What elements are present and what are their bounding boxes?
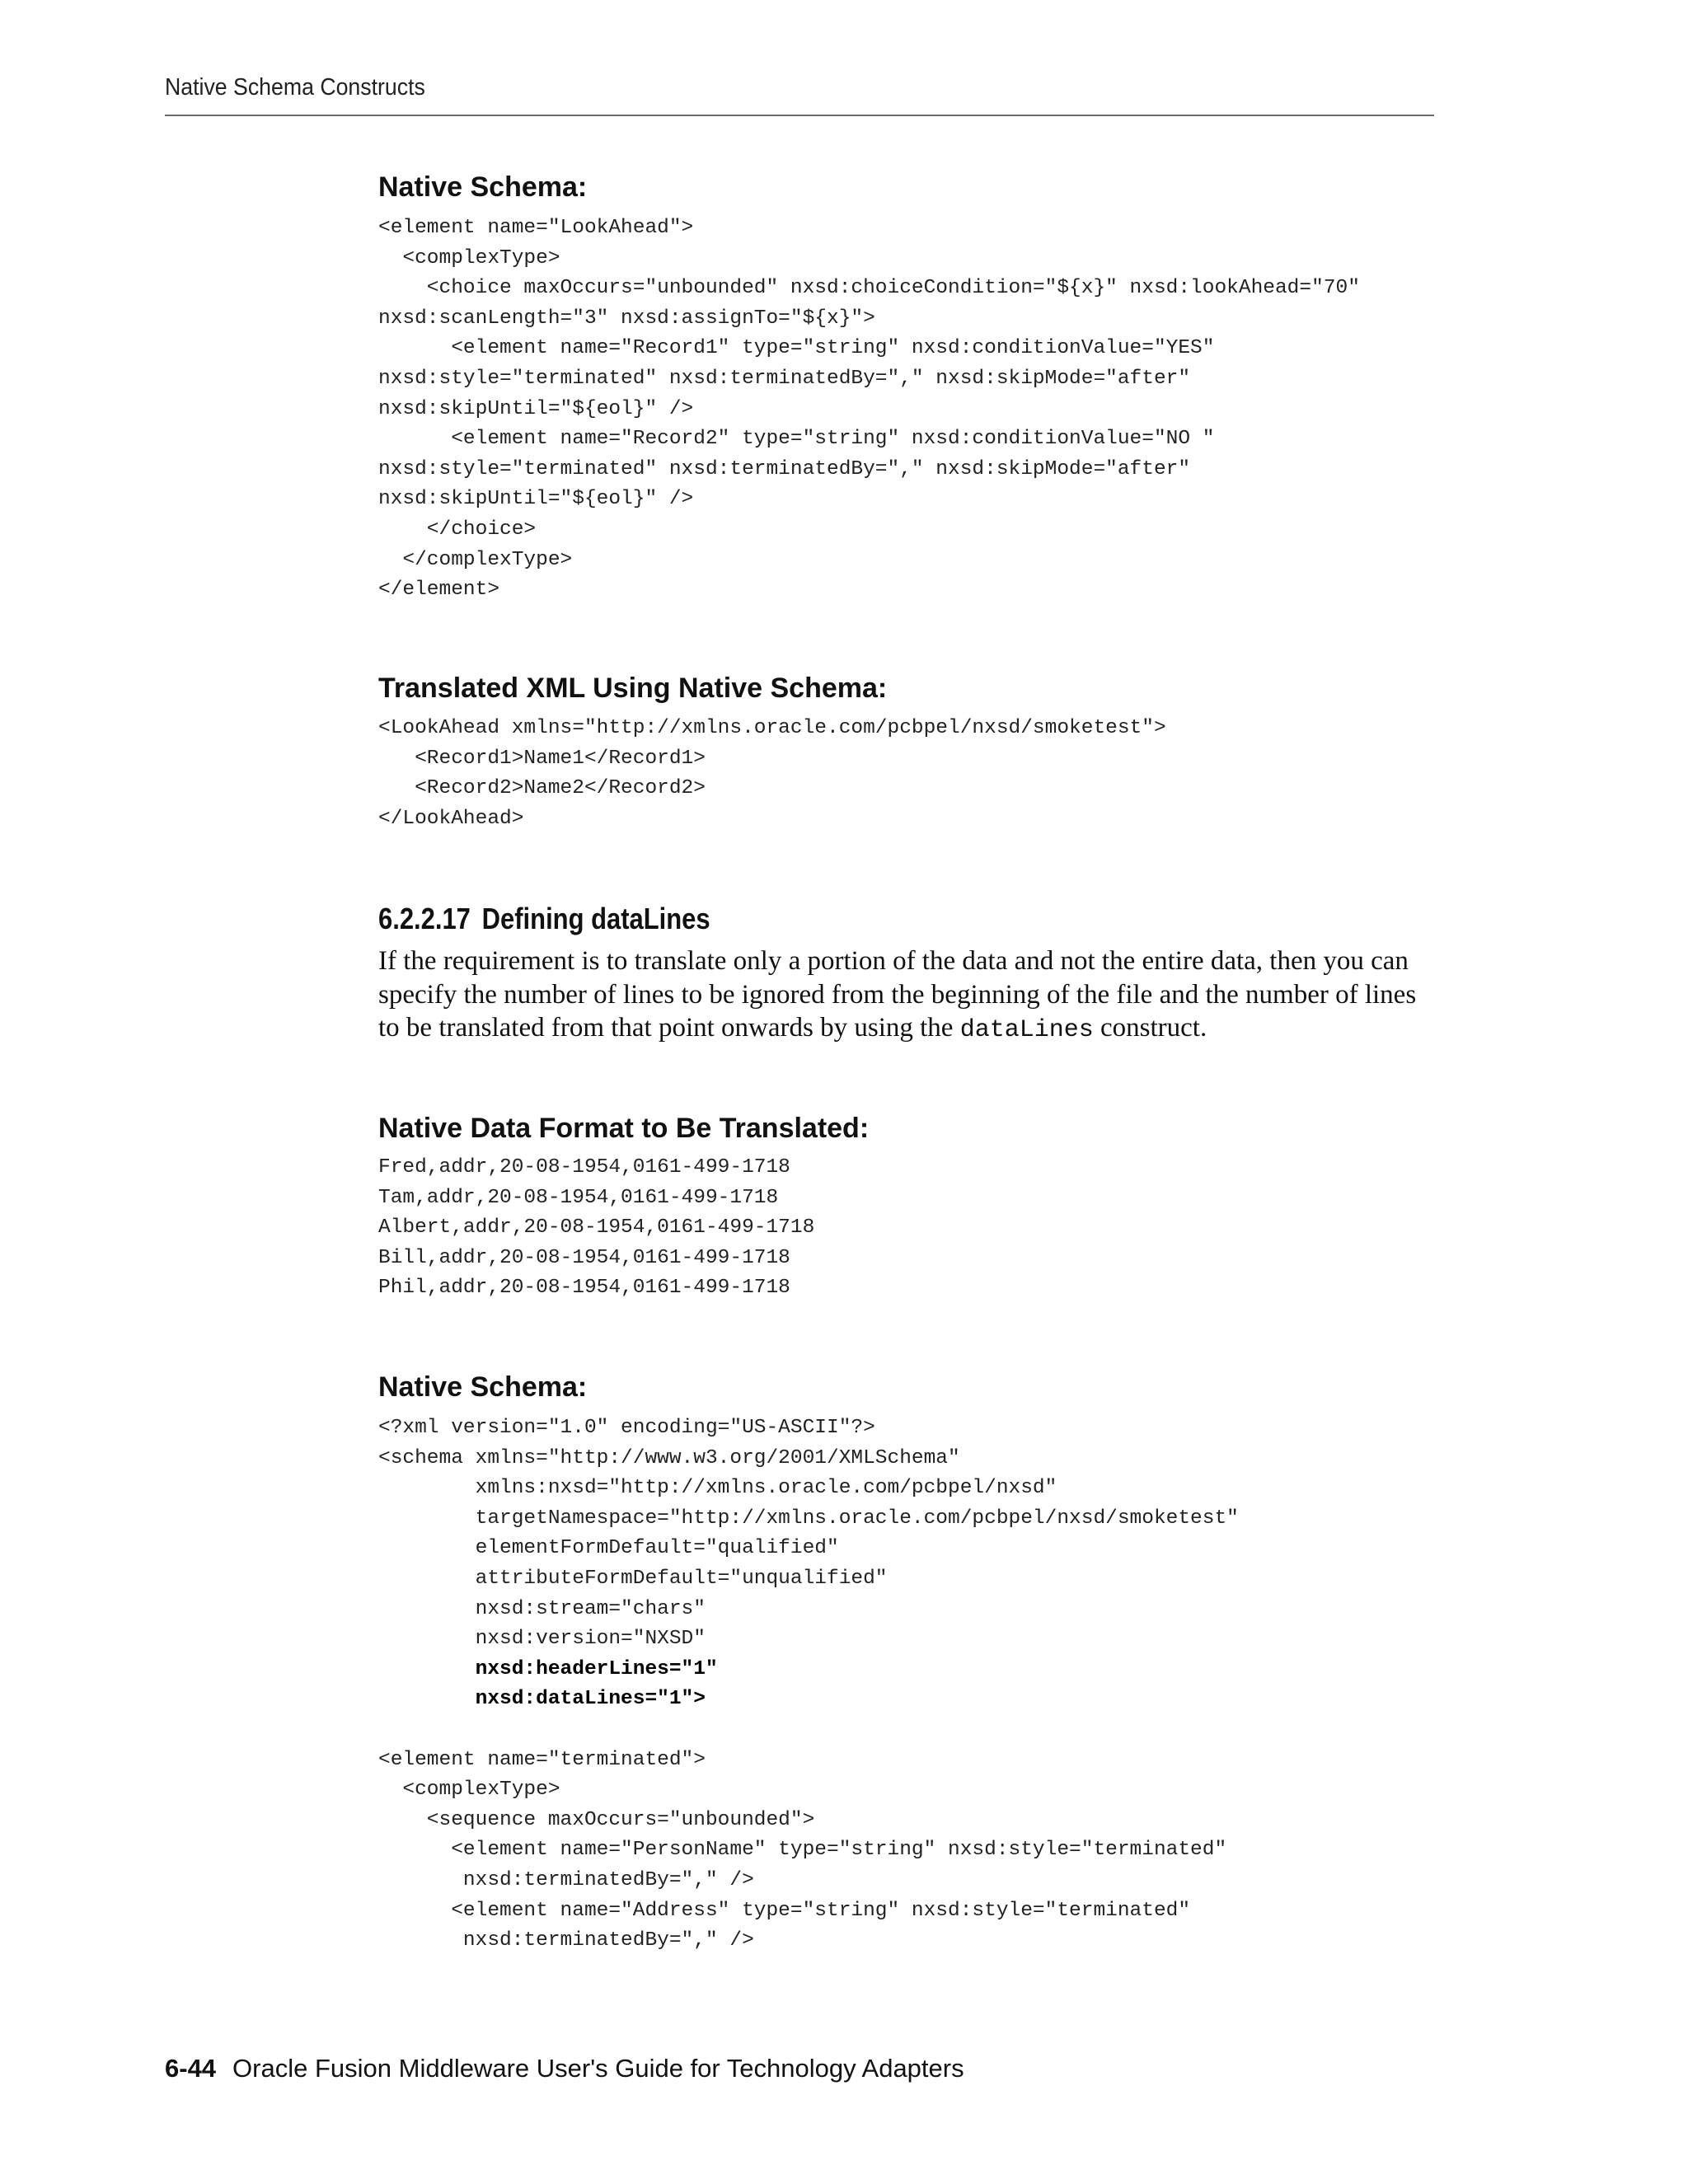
native-schema-heading-2: Native Schema: bbox=[378, 1371, 588, 1403]
section-title-text: Defining dataLines bbox=[481, 902, 710, 935]
paragraph-text-2: construct. bbox=[1093, 1013, 1207, 1043]
page-footer bbox=[165, 2054, 964, 2083]
inline-code-datalines: dataLines bbox=[959, 1016, 1094, 1044]
book-title: Oracle Fusion Middleware User's Guide for Technology Adapters bbox=[232, 2054, 964, 2083]
schema-code-top: <?xml version="1.0" encoding="US-ASCII"?> <schema xmlns="http://www.w3.org/2001/XMLSchema" xmlns:nxsd="http://xmlns.oracle.com/pcbpel/nxsd" targetNamespace="http://xmlns.oracle.com/pcbpel/nxsd/smoketest" elementFormDefault="qualified" attributeFormDefault="unqualified" nxsd:stream="chars" nxsd:version="NXSD" bbox=[378, 1417, 1239, 1651]
native-schema-code-1: <element name="LookAhead"> <complexType> <choice maxOccurs="unbounded" nxsd:choiceCondition="${x}" nxsd:lookAhead="70" nxsd:scanLength="3" nxsd:assignTo="${x}"> <element name="Record1" type="string" nxsd:conditionValue="YES" nxsd:style="terminated" nxsd:terminatedBy="," nxsd:skipMode="after" nxsd:skipUntil="${eol}" /> <element name="Record2" type="string" nxsd:conditionValue="NO " nxsd:style="terminated" nxsd:terminatedBy="," nxsd:skipMode="after" nxsd:skipUntil="${eol}" /> </choice> </complexType> </element> bbox=[378, 217, 1360, 602]
section-title bbox=[378, 902, 710, 936]
native-data-code: Fred,addr,20-08-1954,0161-499-1718 Tam,addr,20-08-1954,0161-499-1718 Albert,addr,20-08-1954,0161-499-1718 Bill,addr,20-08-1954,0161-499-1718 Phil,addr,20-08-1954,0161-499-1718 bbox=[378, 1156, 815, 1300]
body-paragraph bbox=[378, 944, 1442, 1047]
page-number: 6-44 bbox=[165, 2054, 217, 2083]
native-schema-heading-1: Native Schema: bbox=[378, 171, 588, 203]
schema-code-bold: nxsd:headerLines="1" nxsd:dataLines="1"> bbox=[475, 1657, 718, 1711]
schema-code-bottom: <element name="terminated"> <complexType> <sequence maxOccurs="unbounded"> <element name="PersonName" type="string" nxsd:style="terminated" nxsd:terminatedBy="," /> <element name="Address" type="string" nxsd:style="terminated" nxsd:terminatedBy="," /> bbox=[378, 1748, 1227, 1952]
section-number: 6.2.2.17 bbox=[378, 902, 471, 935]
running-header: Native Schema Constructs bbox=[165, 74, 425, 101]
translated-xml-code: <LookAhead xmlns="http://xmlns.oracle.com/pcbpel/nxsd/smoketest"> <Record1>Name1</Record1> <Record2>Name2</Record2> </LookAhead> bbox=[378, 717, 1166, 830]
translated-xml-heading: Translated XML Using Native Schema: bbox=[378, 673, 888, 704]
native-data-heading: Native Data Format to Be Translated: bbox=[378, 1113, 870, 1144]
native-schema-code-2 bbox=[378, 1413, 1239, 1957]
header-rule bbox=[165, 115, 1434, 116]
paragraph-text-1: If the requirement is to translate only a portion of the data and not the entire data, then you can specify the number of lines to be ignored from the beginning of the file and the number of lines to be translated from that point onwards by using the bbox=[378, 946, 1417, 1043]
